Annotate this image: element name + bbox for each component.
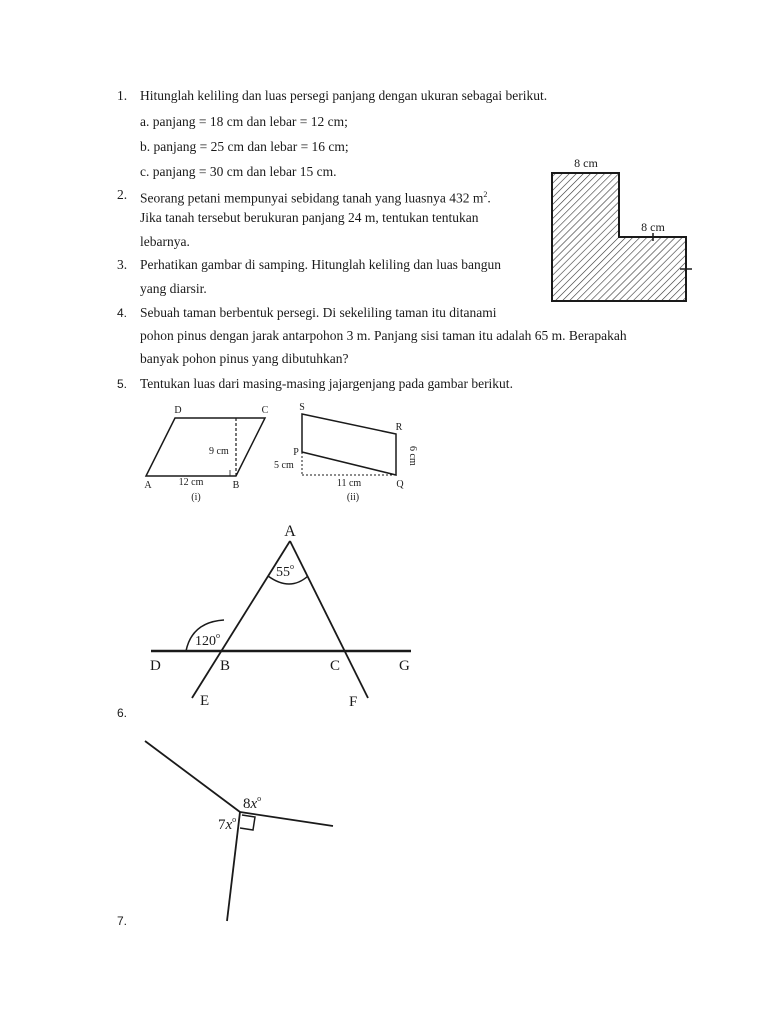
q4-number: 4. <box>117 306 128 320</box>
q4-line3: banyak pohon pinus yang dibutuhkan? <box>140 351 349 366</box>
label-C: C <box>261 405 269 416</box>
label-E: E <box>200 693 210 709</box>
q4-line2: pohon pinus dengan jarak antarpohon 3 m. Panjang sisi taman itu adalah 65 m. Berapakah <box>140 328 627 343</box>
angle-55-value: 55 <box>276 565 290 580</box>
q6-number: 6. <box>117 706 128 720</box>
angle-55-deg: o <box>290 562 294 571</box>
l-shape-top-label: 8 cm <box>574 156 598 170</box>
q2-number: 2. <box>117 187 128 202</box>
q1-text: Hitunglah keliling dan luas persegi panjang dengan ukuran sebagai berikut. <box>140 88 548 103</box>
q4-line1: Sebuah taman berbentuk persegi. Di sekeliling taman itu ditanami <box>140 305 497 320</box>
label-D: D <box>174 405 182 416</box>
q7-number: 7. <box>117 914 128 928</box>
q2-line1-text: Seorang petani mempunyai sebidang tanah yang luasnya 432 m <box>140 190 484 206</box>
label-Q: Q <box>396 479 404 490</box>
angle-8x-coef: 8 <box>243 796 251 812</box>
q1-option-c: c. panjang = 30 cm dan lebar 15 cm. <box>140 164 337 179</box>
q5-text: Tentukan luas dari masing-masing jajargenjang pada gambar berikut. <box>140 376 513 391</box>
q3-line1: Perhatikan gambar di samping. Hitunglah keliling dan luas bangun <box>140 257 502 272</box>
q2-line1-end: . <box>487 190 491 206</box>
angle-120-deg: o <box>216 631 220 640</box>
q3-number: 3. <box>117 257 128 272</box>
angle-8x-var: x <box>250 796 258 812</box>
base-label-i: 12 cm <box>178 477 204 488</box>
label-D: D <box>150 658 161 674</box>
label-F: F <box>349 694 358 710</box>
q1-option-b: b. panjang = 25 cm dan lebar = 16 cm; <box>140 139 349 154</box>
label-C: C <box>330 658 341 674</box>
label-A: A <box>144 480 152 491</box>
q1-option-a: a. panjang = 18 cm dan lebar = 12 cm; <box>140 114 348 129</box>
label-B: B <box>220 658 231 674</box>
angle-7x-deg: o <box>232 815 237 824</box>
right-label-ii: 6 cm <box>407 446 418 466</box>
label-G: G <box>399 658 410 674</box>
label-P: P <box>293 447 299 458</box>
angle-7x <box>218 815 236 833</box>
angle-7x-var: x <box>225 817 233 833</box>
q3-line2: yang diarsir. <box>140 281 207 296</box>
label-A: A <box>284 523 296 540</box>
ray-upper-left <box>145 741 240 812</box>
q5-number: 5. <box>117 377 128 391</box>
angle-120-value: 120 <box>195 634 216 649</box>
label-S: S <box>299 402 305 413</box>
q2-line3: lebarnya. <box>140 234 190 249</box>
left-label-ii: 5 cm <box>274 460 294 471</box>
label-R: R <box>395 422 403 433</box>
caption-ii: (ii) <box>346 492 360 503</box>
q2-line2: Jika tanah tersebut berukuran panjang 24 m, tentukan tentukan <box>140 210 479 225</box>
right-angle-mark <box>240 815 255 830</box>
angle-8x-deg: o <box>257 794 262 803</box>
height-label-i: 9 cm <box>209 446 229 457</box>
label-B: B <box>232 480 240 491</box>
caption-i: (i) <box>191 492 201 503</box>
q2-sup: 2 <box>483 190 488 199</box>
base-label-ii: 11 cm <box>336 478 362 489</box>
l-shape-side-label: 8 cm <box>641 220 665 234</box>
angle-7x-coef: 7 <box>218 817 226 833</box>
angle-8x <box>243 794 261 812</box>
q1-number: 1. <box>117 88 128 103</box>
